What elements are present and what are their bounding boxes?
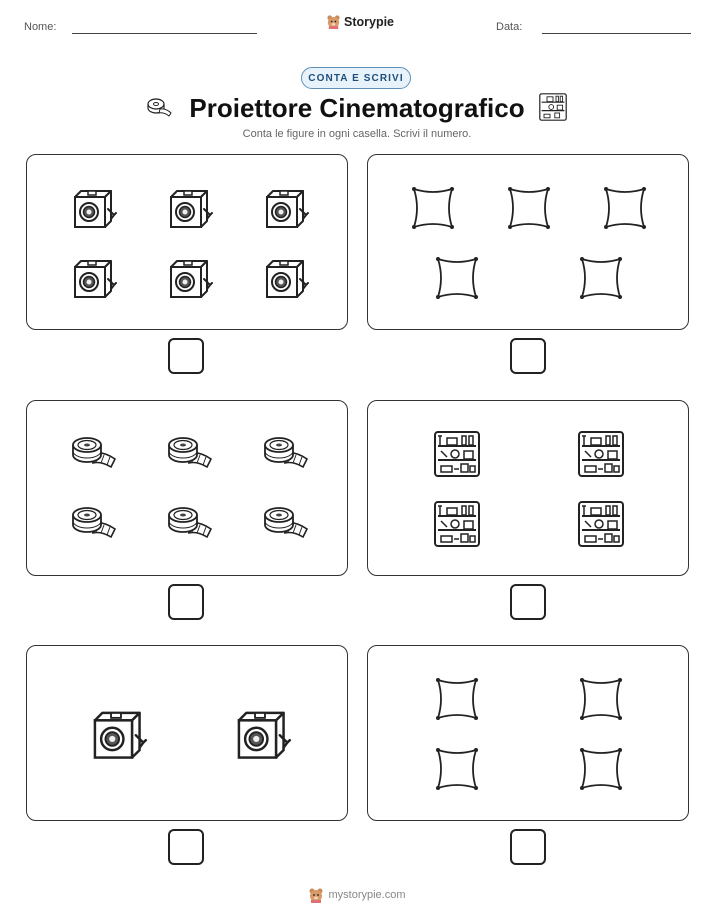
projection-screen-icon (432, 744, 482, 794)
brand-name: Storypie (344, 14, 395, 29)
answer-box-3[interactable] (168, 584, 204, 620)
projection-screen-icon (576, 744, 626, 794)
name-label: Nome: (24, 21, 57, 33)
equipment-shelf-icon (432, 499, 482, 549)
projection-screen-icon (408, 183, 458, 233)
footer-url: mystorypie.com (328, 889, 406, 901)
film-reel-icon (163, 429, 213, 479)
equipment-shelf-icon (576, 429, 626, 479)
film-reel-icon (67, 499, 117, 549)
counting-panel-4 (367, 400, 689, 576)
film-projector-icon (85, 703, 147, 765)
counting-panel-5 (26, 645, 348, 821)
equipment-shelf-icon (432, 429, 482, 479)
name-line[interactable] (72, 33, 257, 34)
instructions: Conta le figure in ogni casella. Scrivi il numero. (242, 128, 472, 140)
date-label: Data: (496, 21, 523, 33)
footer (0, 887, 714, 903)
projection-screen-icon (432, 674, 482, 724)
projection-screen-icon (504, 183, 554, 233)
counting-panel-6 (367, 645, 689, 821)
answer-box-4[interactable] (510, 584, 546, 620)
date-line[interactable] (542, 33, 691, 34)
film-projector-icon (163, 253, 213, 303)
projection-screen-icon (576, 253, 626, 303)
film-projector-icon (163, 183, 213, 233)
film-projector-icon (259, 253, 309, 303)
film-projector-icon (229, 703, 291, 765)
projection-screen-icon (432, 253, 482, 303)
film-projector-icon (259, 183, 309, 233)
equipment-shelf-icon (576, 499, 626, 549)
film-projector-icon (67, 183, 117, 233)
page-title: Proiettore Cinematografico (189, 93, 525, 123)
film-projector-icon (67, 253, 117, 303)
answer-box-5[interactable] (168, 829, 204, 865)
film-reel-icon (259, 499, 309, 549)
equipment-shelf-icon (538, 92, 568, 122)
answer-box-1[interactable] (168, 338, 204, 374)
film-reel-icon (163, 499, 213, 549)
projection-screen-icon (600, 183, 650, 233)
film-reel-icon (67, 429, 117, 479)
projection-screen-icon (576, 674, 626, 724)
bear-mascot-icon (308, 887, 324, 903)
film-reel-icon (259, 429, 309, 479)
answer-box-6[interactable] (510, 829, 546, 865)
bear-mascot-icon (326, 14, 341, 29)
counting-panel-1 (26, 154, 348, 330)
brand-logo (326, 14, 394, 29)
counting-panel-2 (367, 154, 689, 330)
answer-box-2[interactable] (510, 338, 546, 374)
activity-badge: CONTA E SCRIVI (301, 67, 411, 89)
counting-panel-3 (26, 400, 348, 576)
